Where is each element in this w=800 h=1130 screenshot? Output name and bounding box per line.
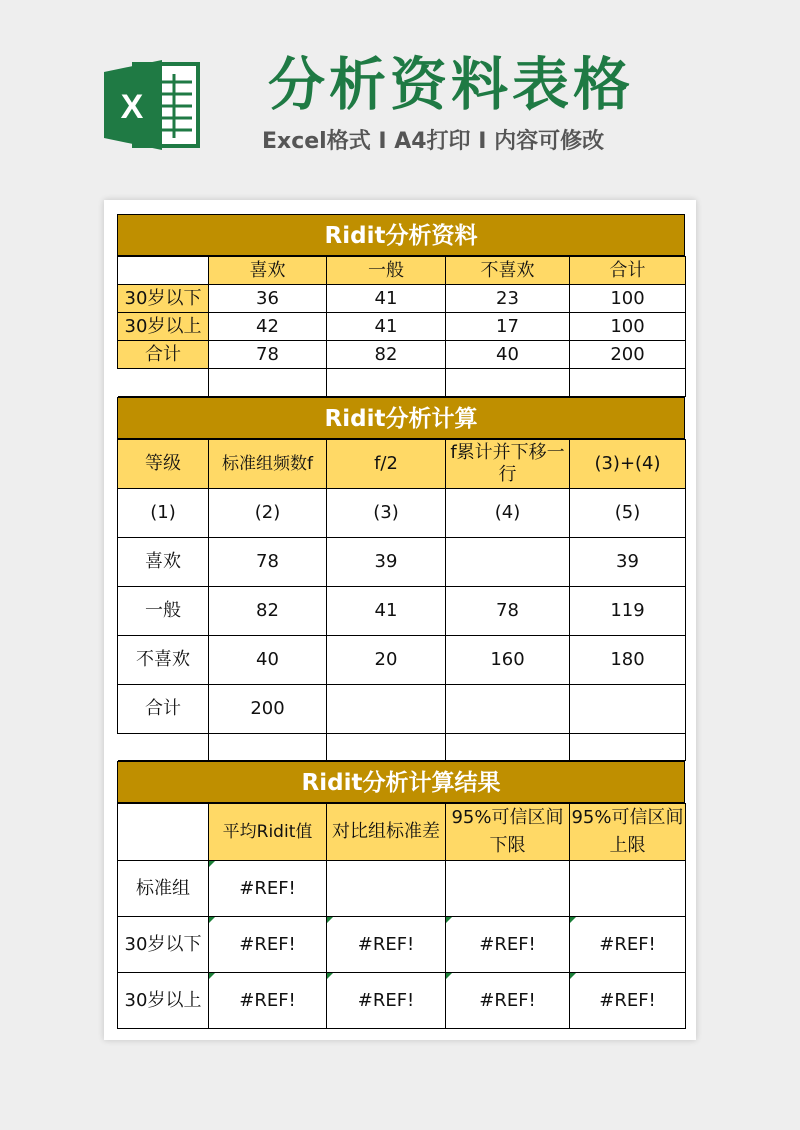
- table-cell[interactable]: 41: [327, 587, 446, 636]
- svg-text:X: X: [120, 88, 144, 126]
- row-header[interactable]: 30岁以上: [118, 313, 209, 341]
- table-cell[interactable]: 17: [446, 313, 570, 341]
- table-cell[interactable]: #REF!: [327, 917, 446, 973]
- table3-title: Ridit分析计算结果: [117, 761, 685, 803]
- table-corner-cell: [118, 804, 209, 861]
- table-cell[interactable]: 200: [209, 685, 327, 734]
- table-cell[interactable]: #REF!: [446, 973, 570, 1029]
- row-header[interactable]: 标准组: [118, 861, 209, 917]
- row-header[interactable]: 30岁以下: [118, 285, 209, 313]
- table-cell[interactable]: (2): [209, 489, 327, 538]
- table-row: [118, 587, 686, 636]
- table-cell[interactable]: [570, 861, 686, 917]
- column-header[interactable]: 等级: [118, 440, 209, 489]
- table-row: [118, 285, 686, 313]
- table-row: [118, 973, 686, 1029]
- table-cell[interactable]: 20: [327, 636, 446, 685]
- table-cell[interactable]: 200: [570, 341, 686, 369]
- table-cell[interactable]: 100: [570, 285, 686, 313]
- table-cell[interactable]: (1): [118, 489, 209, 538]
- table-cell[interactable]: 42: [209, 313, 327, 341]
- table-row: [118, 313, 686, 341]
- table-cell[interactable]: #REF!: [570, 917, 686, 973]
- table-cell[interactable]: [446, 685, 570, 734]
- column-header[interactable]: f累计并下移一行: [446, 440, 570, 489]
- column-header[interactable]: 标准组频数f: [209, 440, 327, 489]
- column-header[interactable]: 合计: [570, 257, 686, 285]
- table-corner-cell: [118, 257, 209, 285]
- table-cell[interactable]: 160: [446, 636, 570, 685]
- table-row: [118, 917, 686, 973]
- column-header[interactable]: 不喜欢: [446, 257, 570, 285]
- row-header[interactable]: 30岁以上: [118, 973, 209, 1029]
- table-cell[interactable]: [327, 861, 446, 917]
- page-subtitle: Excel格式 I A4打印 I 内容可修改: [262, 129, 605, 154]
- table-row: [118, 636, 686, 685]
- table-cell[interactable]: 82: [327, 341, 446, 369]
- column-header[interactable]: 95%可信区间下限: [446, 804, 570, 861]
- table-cell[interactable]: 119: [570, 587, 686, 636]
- table-cell[interactable]: 41: [327, 313, 446, 341]
- spacer-row: [118, 734, 686, 761]
- table-cell[interactable]: 一般: [118, 587, 209, 636]
- column-header[interactable]: 喜欢: [209, 257, 327, 285]
- table-cell[interactable]: [327, 685, 446, 734]
- table-cell[interactable]: #REF!: [446, 917, 570, 973]
- table-cell[interactable]: #REF!: [209, 861, 327, 917]
- table-row: [118, 685, 686, 734]
- table-cell[interactable]: #REF!: [327, 973, 446, 1029]
- row-header[interactable]: 30岁以下: [118, 917, 209, 973]
- spacer-row: [118, 369, 686, 397]
- table-row: [118, 489, 686, 538]
- column-header[interactable]: 平均Ridit值: [209, 804, 327, 861]
- table-cell[interactable]: 23: [446, 285, 570, 313]
- table-cell[interactable]: 180: [570, 636, 686, 685]
- column-header[interactable]: 一般: [327, 257, 446, 285]
- table-cell[interactable]: 40: [209, 636, 327, 685]
- table2-header-row: [118, 440, 686, 489]
- table-cell[interactable]: 78: [209, 341, 327, 369]
- table1-title: Ridit分析资料: [117, 214, 685, 256]
- table-cell[interactable]: [446, 861, 570, 917]
- table-cell[interactable]: (3): [327, 489, 446, 538]
- table-cell[interactable]: 100: [570, 313, 686, 341]
- table-cell[interactable]: 40: [446, 341, 570, 369]
- ridit-calculation-table: [117, 397, 685, 761]
- table-cell[interactable]: #REF!: [570, 973, 686, 1029]
- table-cell[interactable]: 39: [327, 538, 446, 587]
- table-cell[interactable]: (5): [570, 489, 686, 538]
- table-row: [118, 341, 686, 369]
- excel-logo-icon: [104, 60, 202, 150]
- ridit-data-table: [117, 214, 685, 397]
- table-cell[interactable]: (4): [446, 489, 570, 538]
- column-header[interactable]: 95%可信区间上限: [570, 804, 686, 861]
- column-header[interactable]: (3)+(4): [570, 440, 686, 489]
- ridit-result-table: [117, 761, 685, 1029]
- table-cell[interactable]: 41: [327, 285, 446, 313]
- table3-header-row: [118, 804, 686, 861]
- table-cell[interactable]: 喜欢: [118, 538, 209, 587]
- table-cell[interactable]: 78: [209, 538, 327, 587]
- column-header[interactable]: 对比组标准差: [327, 804, 446, 861]
- row-header[interactable]: 合计: [118, 341, 209, 369]
- page-title: 分析资料表格: [268, 52, 634, 118]
- table-cell[interactable]: #REF!: [209, 917, 327, 973]
- table-cell[interactable]: 不喜欢: [118, 636, 209, 685]
- column-header[interactable]: f/2: [327, 440, 446, 489]
- table-cell[interactable]: [570, 685, 686, 734]
- table2-title: Ridit分析计算: [117, 397, 685, 439]
- table-cell[interactable]: 合计: [118, 685, 209, 734]
- table1-header-row: [118, 257, 686, 285]
- table-cell[interactable]: [446, 538, 570, 587]
- table-cell[interactable]: #REF!: [209, 973, 327, 1029]
- table-cell[interactable]: 36: [209, 285, 327, 313]
- table-cell[interactable]: 82: [209, 587, 327, 636]
- table-row: [118, 538, 686, 587]
- table-row: [118, 861, 686, 917]
- table-cell[interactable]: 39: [570, 538, 686, 587]
- table-cell[interactable]: 78: [446, 587, 570, 636]
